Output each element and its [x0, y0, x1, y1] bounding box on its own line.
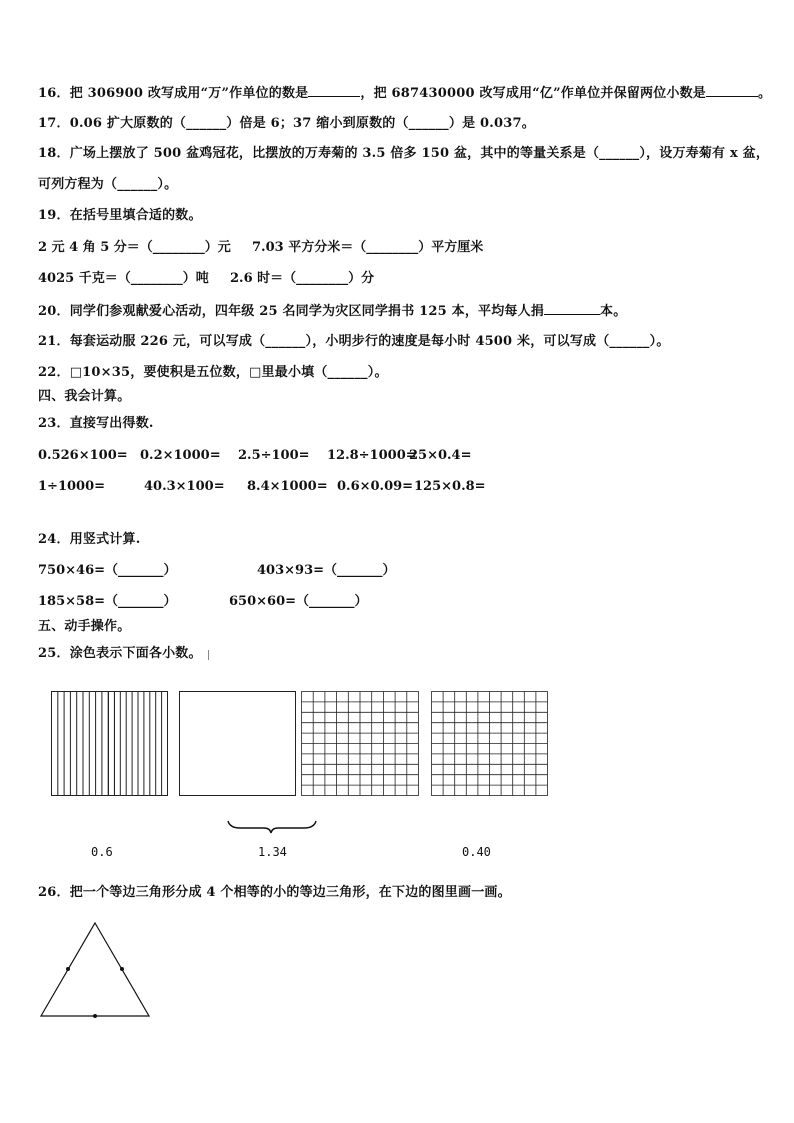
- calc-item: 40.3×100=: [144, 479, 225, 494]
- answer-blank[interactable]: [308, 84, 360, 97]
- calc-item: 25×0.4=: [409, 448, 472, 463]
- question-20: 20．同学们参观献爱心活动，四年级 25 名同学为灾区同学捐书 125 本，平均每人捐 本。: [38, 304, 627, 319]
- midpoint-dot: [120, 967, 124, 971]
- label-decimal: 0.40: [462, 845, 491, 859]
- q19-item: 7.03 平方分米＝（________）平方厘米: [252, 240, 484, 255]
- label-decimal: 1.34: [258, 845, 287, 859]
- question-26: 26．把一个等边三角形分成 4 个相等的小的等边三角形，在下边的图里画一画。: [38, 885, 511, 900]
- calc-item: 12.8÷1000=: [327, 448, 417, 463]
- question-19: 19．在括号里填合适的数。: [38, 208, 202, 223]
- question-25: 25．涂色表示下面各小数。: [38, 646, 202, 661]
- question-21: 21．每套运动服 226 元，可以写成（______），小明步行的速度是每小时 4500 米，可以写成（______）。: [38, 334, 670, 349]
- calc-item: 8.4×1000=: [247, 479, 328, 494]
- equilateral-triangle[interactable]: [41, 923, 149, 1016]
- answer-blank[interactable]: [706, 84, 758, 97]
- calc-item: 125×0.8=: [414, 479, 486, 494]
- vertical-calc-item: 750×46=（_______）: [38, 563, 177, 578]
- vertical-calc-item: 403×93=（_______）: [257, 563, 396, 578]
- q19-item: 2 元 4 角 5 分＝（________）元: [38, 240, 231, 255]
- answer-blank[interactable]: [544, 302, 600, 315]
- midpoint-dot: [66, 967, 70, 971]
- vertical-calc-item: 650×60=（_______）: [229, 594, 368, 609]
- midpoint-dot: [93, 1014, 97, 1018]
- section-5-title: 五、动手操作。: [38, 619, 131, 634]
- question-18-line2: 可列方程为（______）。: [38, 177, 178, 192]
- question-24: 24．用竖式计算.: [38, 532, 141, 547]
- question-16: 16．把 306900 改写成用“万”作单位的数是 ，把 687430000 改写成用“亿”作单位并保留两位小数是 。: [38, 86, 772, 101]
- calc-item: 0.526×100=: [38, 448, 128, 463]
- calc-item: 0.2×1000=: [140, 448, 221, 463]
- decimal-shading-figures: [0, 680, 600, 840]
- equilateral-triangle-figure[interactable]: [30, 915, 170, 1025]
- calc-item: 0.6×0.09=: [337, 479, 414, 494]
- tenths-square-2[interactable]: [109, 692, 168, 796]
- q19-item: 2.6 时＝（________）分: [230, 271, 375, 286]
- stray-mark: [208, 650, 209, 660]
- label-decimal: 0.6: [91, 845, 113, 859]
- calc-item: 1÷1000=: [38, 479, 106, 494]
- q19-item: 4025 千克＝（________）吨: [38, 271, 209, 286]
- hundredths-grid-1[interactable]: [302, 692, 419, 796]
- question-17: 17．0.06 扩大原数的（______）倍是 6；37 缩小到原数的（______）是 0.037。: [38, 116, 535, 131]
- section-4-title: 四、我会计算。: [38, 389, 131, 404]
- whole-square[interactable]: [180, 692, 296, 796]
- question-23: 23．直接写出得数.: [38, 416, 154, 431]
- tenths-square-1[interactable]: [52, 692, 115, 796]
- vertical-calc-item: 185×58=（_______）: [38, 594, 177, 609]
- curly-brace: [228, 821, 316, 833]
- question-22: 22．□10×35，要使积是五位数，□里最小填（______）。: [38, 365, 388, 380]
- calc-item: 2.5÷100=: [238, 448, 310, 463]
- hundredths-grid-2[interactable]: [432, 692, 548, 796]
- question-18: 18．广场上摆放了 500 盆鸡冠花，比摆放的万寿菊的 3.5 倍多 150 盆，其中的等量关系是（______），设万寿菊有 x 盆，: [38, 146, 770, 161]
